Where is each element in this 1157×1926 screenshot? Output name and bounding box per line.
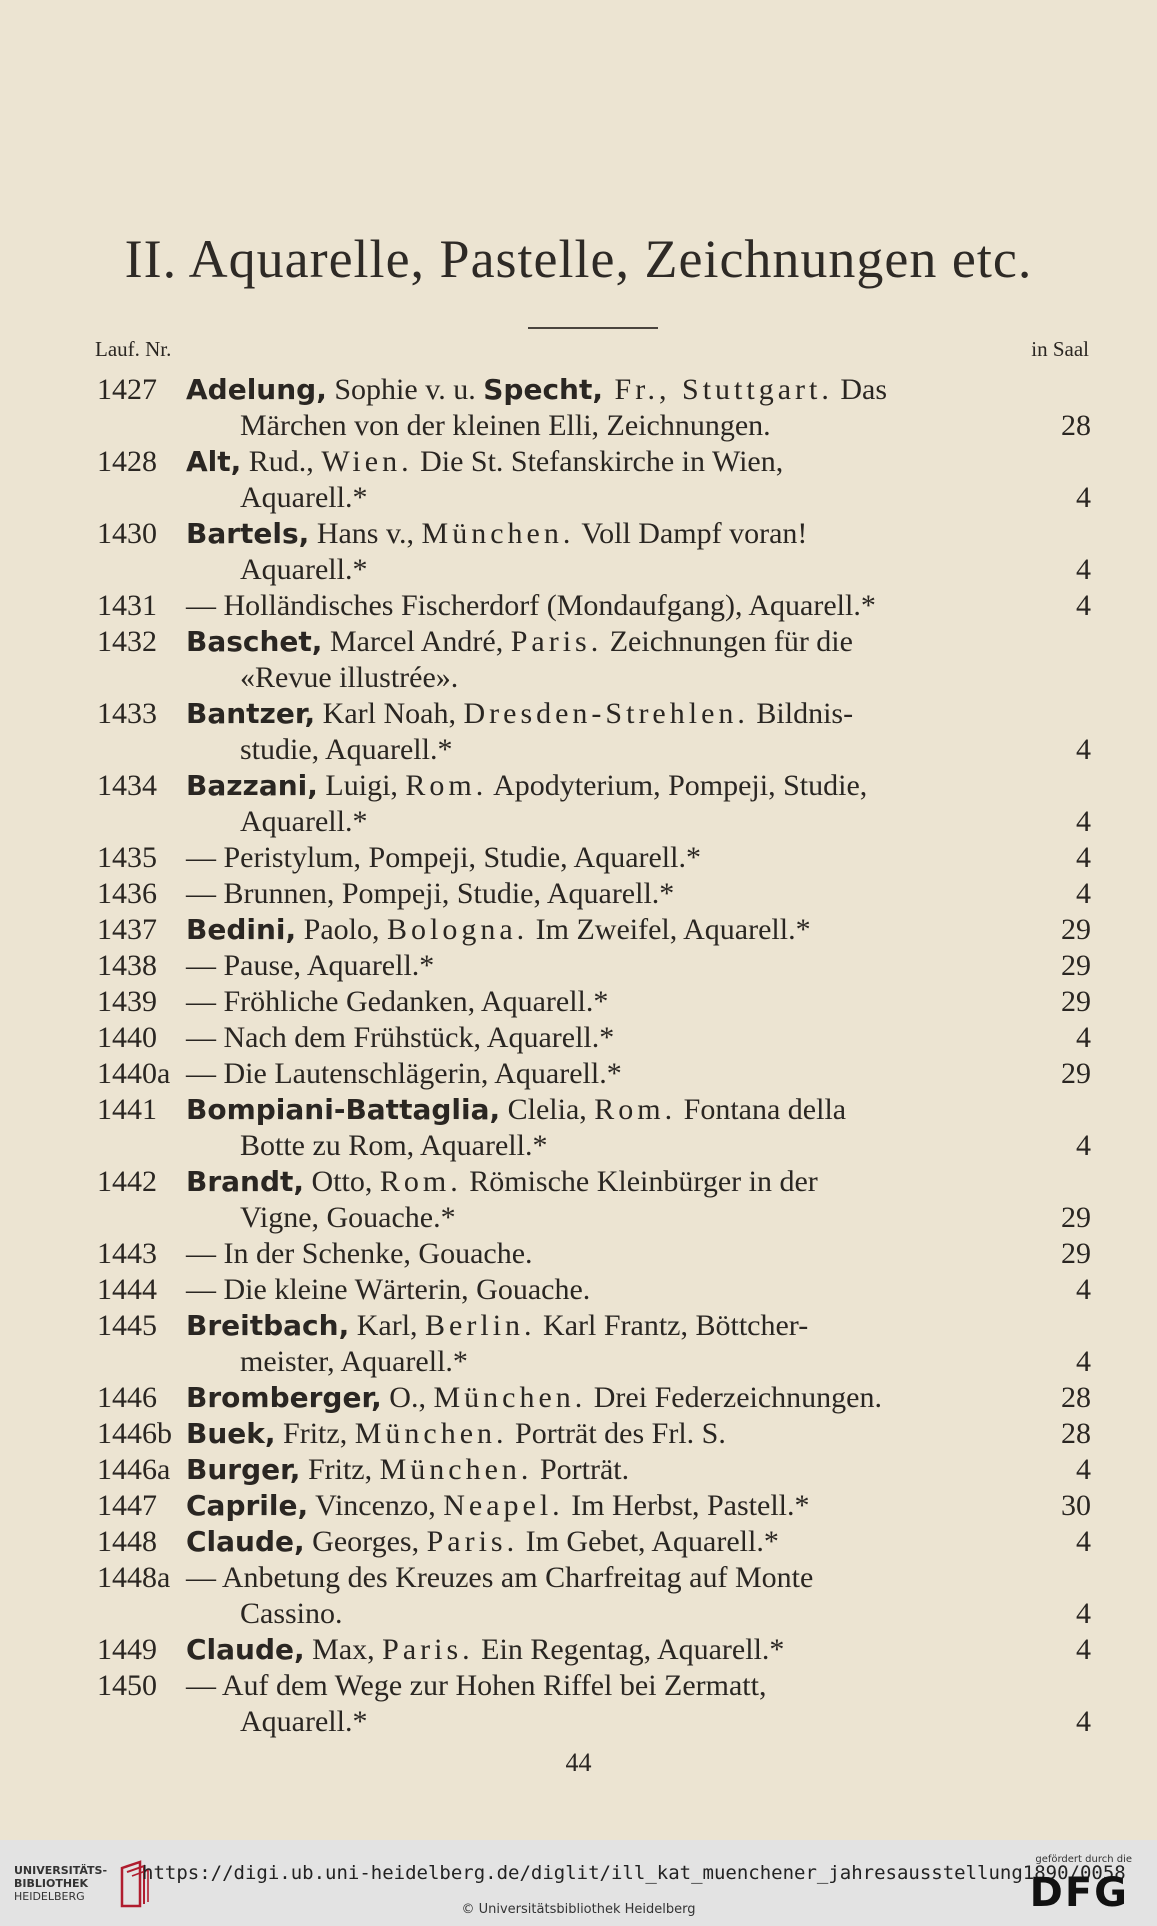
room-number: 28: [1061, 1417, 1091, 1450]
room-number: 4: [1076, 841, 1091, 874]
artist-place: Rom.: [594, 1093, 677, 1126]
entry-number: 1442: [97, 1165, 157, 1198]
entry-number: 1446: [97, 1381, 157, 1414]
entry-text: Burger, Fritz, München. Porträt.: [186, 1453, 630, 1486]
permalink-url[interactable]: https://digi.ub.uni-heidelberg.de/diglit/ill_kat_muenchener_jahresausstellung1890/0058: [142, 1862, 1126, 1884]
artist-place: Dresden-Strehlen.: [463, 697, 749, 730]
entry-text: — Fröhliche Gedanken, Aquarell.*: [186, 985, 609, 1018]
catalog-line: [0, 1452, 1157, 1488]
artist-place: Wien.: [321, 445, 413, 478]
entry-text: Cassino.: [240, 1597, 343, 1630]
entry-number: 1440: [97, 1021, 157, 1054]
entry-text: Botte zu Rom, Aquarell.*: [240, 1129, 548, 1162]
entry-text: Claude, Max, Paris. Ein Regentag, Aquarell.*: [186, 1633, 785, 1666]
catalog-line: [0, 1092, 1157, 1128]
catalog-line: [0, 1272, 1157, 1308]
page-number: 44: [565, 1748, 592, 1777]
entry-number: 1448: [97, 1525, 157, 1558]
entry-text: — Die kleine Wärterin, Gouache.: [186, 1273, 591, 1306]
entry-text: Bedini, Paolo, Bologna. Im Zweifel, Aquarell.*: [186, 913, 811, 946]
entry-text: Aquarell.*: [240, 481, 368, 514]
catalog-line: [0, 984, 1157, 1020]
room-number: 4: [1076, 877, 1091, 910]
entry-number: 1446b: [97, 1417, 172, 1450]
catalog-line: [0, 1560, 1157, 1596]
catalog-line: [0, 1380, 1157, 1416]
entry-text: Aquarell.*: [240, 1705, 368, 1738]
room-number: 28: [1061, 409, 1091, 442]
catalog-line: [0, 1632, 1157, 1668]
artist-place: Berlin.: [425, 1309, 536, 1342]
library-name: [14, 1864, 107, 1903]
artist-name: Bantzer,: [186, 697, 316, 730]
entry-number: 1448a: [97, 1561, 171, 1594]
entry-number: 1440a: [97, 1057, 171, 1090]
entry-text: Buek, Fritz, München. Porträt des Frl. S.: [186, 1417, 726, 1450]
room-number: 29: [1061, 985, 1091, 1018]
catalog-line: [0, 876, 1157, 912]
catalog-line: [0, 516, 1157, 552]
catalog-line: [0, 1704, 1157, 1740]
entry-number: 1427: [97, 373, 157, 406]
room-number: 4: [1076, 733, 1091, 766]
entry-text: — Pause, Aquarell.*: [186, 949, 435, 982]
entry-text: Claude, Georges, Paris. Im Gebet, Aquarell.*: [186, 1525, 779, 1558]
column-header-room: in Saal: [1031, 337, 1089, 361]
catalog-line: [0, 444, 1157, 480]
artist-name: Bromberger,: [186, 1381, 382, 1414]
entry-text: Vigne, Gouache.*: [240, 1201, 456, 1234]
entry-text: — Anbetung des Kreuzes am Charfreitag auf Monte: [186, 1561, 814, 1594]
entry-text: — Nach dem Frühstück, Aquarell.*: [186, 1021, 615, 1054]
artist-name: Buek,: [186, 1417, 276, 1450]
artist-name: Baschet,: [186, 625, 323, 658]
catalog-line: [0, 1128, 1157, 1164]
artist-name: Alt,: [186, 445, 242, 478]
artist-place: München.: [354, 1417, 508, 1450]
catalog-line: [0, 732, 1157, 768]
room-number: 4: [1076, 1273, 1091, 1306]
room-number: 29: [1061, 913, 1091, 946]
entry-text: — Holländisches Fischerdorf (Mondaufgang), Aquarell.*: [186, 589, 876, 622]
catalog-line: [0, 1164, 1157, 1200]
artist-name: Caprile,: [186, 1489, 309, 1522]
catalog-line: [0, 804, 1157, 840]
entry-text: Brandt, Otto, Rom. Römische Kleinbürger in der: [186, 1165, 818, 1198]
catalog-line: [0, 660, 1157, 696]
room-number: 4: [1076, 553, 1091, 586]
entry-number: 1438: [97, 949, 157, 982]
entry-text: — Auf dem Wege zur Hohen Riffel bei Zermatt,: [186, 1669, 767, 1702]
artist-place: München.: [433, 1381, 587, 1414]
catalog-line: [0, 1488, 1157, 1524]
artist-name: Specht,: [483, 373, 604, 406]
entry-text: Baschet, Marcel André, Paris. Zeichnungen für die: [186, 625, 853, 658]
room-number: 4: [1076, 805, 1091, 838]
entry-text: «Revue illustrée».: [240, 661, 459, 694]
room-number: 4: [1076, 1633, 1091, 1666]
entry-number: 1443: [97, 1237, 157, 1270]
catalog-line: [0, 552, 1157, 588]
entry-number: 1437: [97, 913, 157, 946]
room-number: 29: [1061, 1201, 1091, 1234]
entry-number: 1447: [97, 1489, 157, 1522]
entry-text: Alt, Rud., Wien. Die St. Stefanskirche in Wien,: [186, 445, 784, 478]
catalog-line: [0, 696, 1157, 732]
title-divider: [528, 327, 658, 329]
entry-text: Breitbach, Karl, Berlin. Karl Frantz, Böttcher-: [186, 1309, 809, 1342]
artist-name: Adelung,: [186, 373, 327, 406]
entry-number: 1431: [97, 589, 157, 622]
entry-number: 1430: [97, 517, 157, 550]
artist-place: München.: [379, 1453, 533, 1486]
artist-place: Bologna.: [386, 913, 529, 946]
artist-name: Breitbach,: [186, 1309, 350, 1342]
entry-text: Aquarell.*: [240, 553, 368, 586]
artist-name: Bompiani-Battaglia,: [186, 1093, 501, 1126]
catalog-line: [0, 480, 1157, 516]
room-number: 4: [1076, 1021, 1091, 1054]
artist-place: Neapel.: [443, 1489, 564, 1522]
entry-number: 1446a: [97, 1453, 171, 1486]
entry-text: Bromberger, O., München. Drei Federzeichnungen.: [186, 1381, 882, 1414]
entry-text: Caprile, Vincenzo, Neapel. Im Herbst, Pastell.*: [186, 1489, 810, 1522]
library-name-line-3: HEIDELBERG: [14, 1890, 85, 1903]
artist-name: Bedini,: [186, 913, 297, 946]
room-number: 4: [1076, 481, 1091, 514]
entry-text: Bompiani-Battaglia, Clelia, Rom. Fontana della: [186, 1093, 847, 1126]
entry-number: 1428: [97, 445, 157, 478]
catalog-line: [0, 588, 1157, 624]
room-number: 30: [1061, 1489, 1091, 1522]
catalog-line: [0, 1200, 1157, 1236]
section-title: II. Aquarelle, Pastelle, Zeichnungen etc.: [124, 229, 1033, 289]
entry-text: studie, Aquarell.*: [240, 733, 453, 766]
entry-number: 1433: [97, 697, 157, 730]
entry-number: 1444: [97, 1273, 157, 1306]
entry-text: Adelung, Sophie v. u. Specht, Fr., Stuttgart. Das: [186, 373, 888, 406]
catalog-line: [0, 1308, 1157, 1344]
artist-name: Burger,: [186, 1453, 301, 1486]
catalog-line: [0, 1668, 1157, 1704]
room-number: 29: [1061, 1057, 1091, 1090]
entry-text: Bazzani, Luigi, Rom. Apodyterium, Pompeji, Studie,: [186, 769, 868, 802]
footer-bar: [0, 1840, 1157, 1926]
catalog-line: [0, 948, 1157, 984]
entry-text: — Die Lautenschlägerin, Aquarell.*: [186, 1057, 622, 1090]
artist-place: Rom.: [405, 769, 488, 802]
room-number: 4: [1076, 1525, 1091, 1558]
artist-name: Brandt,: [186, 1165, 305, 1198]
catalog-line: [0, 372, 1157, 408]
entry-number: 1434: [97, 769, 157, 802]
catalog-line: [0, 768, 1157, 804]
catalog-line: [0, 912, 1157, 948]
entry-number: 1439: [97, 985, 157, 1018]
room-number: 4: [1076, 1129, 1091, 1162]
artist-name: Bazzani,: [186, 769, 318, 802]
copyright-notice: © Universitätsbibliothek Heidelberg: [461, 1902, 696, 1917]
room-number: 4: [1076, 1597, 1091, 1630]
catalog-line: [0, 1020, 1157, 1056]
room-number: 4: [1076, 1705, 1091, 1738]
artist-name: Claude,: [186, 1525, 305, 1558]
room-number: 28: [1061, 1381, 1091, 1414]
library-name-line-1: UNIVERSITÄTS-: [14, 1864, 108, 1877]
entry-text: meister, Aquarell.*: [240, 1345, 468, 1378]
catalog-line: [0, 1344, 1157, 1380]
library-name-line-2: BIBLIOTHEK: [14, 1877, 89, 1890]
catalog-line: [0, 408, 1157, 444]
entry-text: Aquarell.*: [240, 805, 368, 838]
entry-text: — Peristylum, Pompeji, Studie, Aquarell.*: [186, 841, 701, 874]
entry-text: Märchen von der kleinen Elli, Zeichnungen.: [240, 409, 771, 442]
entry-text: Bartels, Hans v., München. Voll Dampf voran!: [186, 517, 808, 550]
artist-place: Fr., Stuttgart.: [603, 373, 833, 406]
artist-name: Bartels,: [186, 517, 310, 550]
artist-place: Paris.: [510, 625, 603, 658]
artist-place: Paris.: [426, 1525, 519, 1558]
artist-name: Claude,: [186, 1633, 305, 1666]
entry-number: 1436: [97, 877, 157, 910]
artist-place: München.: [421, 517, 575, 550]
room-number: 4: [1076, 1453, 1091, 1486]
dfg-logo: DFG: [1029, 1870, 1129, 1916]
column-header-number: Lauf. Nr.: [95, 337, 172, 361]
entry-number: 1449: [97, 1633, 157, 1666]
room-number: 4: [1076, 589, 1091, 622]
catalog-line: [0, 1416, 1157, 1452]
entry-text: — Brunnen, Pompeji, Studie, Aquarell.*: [186, 877, 675, 910]
room-number: 29: [1061, 1237, 1091, 1270]
artist-place: Paris.: [382, 1633, 474, 1666]
room-number: 29: [1061, 949, 1091, 982]
catalog-line: [0, 1596, 1157, 1632]
artist-place: Rom.: [379, 1165, 462, 1198]
entry-text: — In der Schenke, Gouache.: [186, 1237, 533, 1270]
catalog-line: [0, 1524, 1157, 1560]
entry-number: 1432: [97, 625, 157, 658]
catalog-line: [0, 1056, 1157, 1092]
entry-number: 1445: [97, 1309, 157, 1342]
room-number: 4: [1076, 1345, 1091, 1378]
entry-number: 1441: [97, 1093, 157, 1126]
entry-number: 1450: [97, 1669, 157, 1702]
funded-by-label: gefördert durch die: [1035, 1854, 1132, 1865]
catalog-line: [0, 840, 1157, 876]
entry-text: Bantzer, Karl Noah, Dresden-Strehlen. Bildnis-: [186, 697, 854, 730]
entry-number: 1435: [97, 841, 157, 874]
catalog-line: [0, 1236, 1157, 1272]
catalog-line: [0, 624, 1157, 660]
